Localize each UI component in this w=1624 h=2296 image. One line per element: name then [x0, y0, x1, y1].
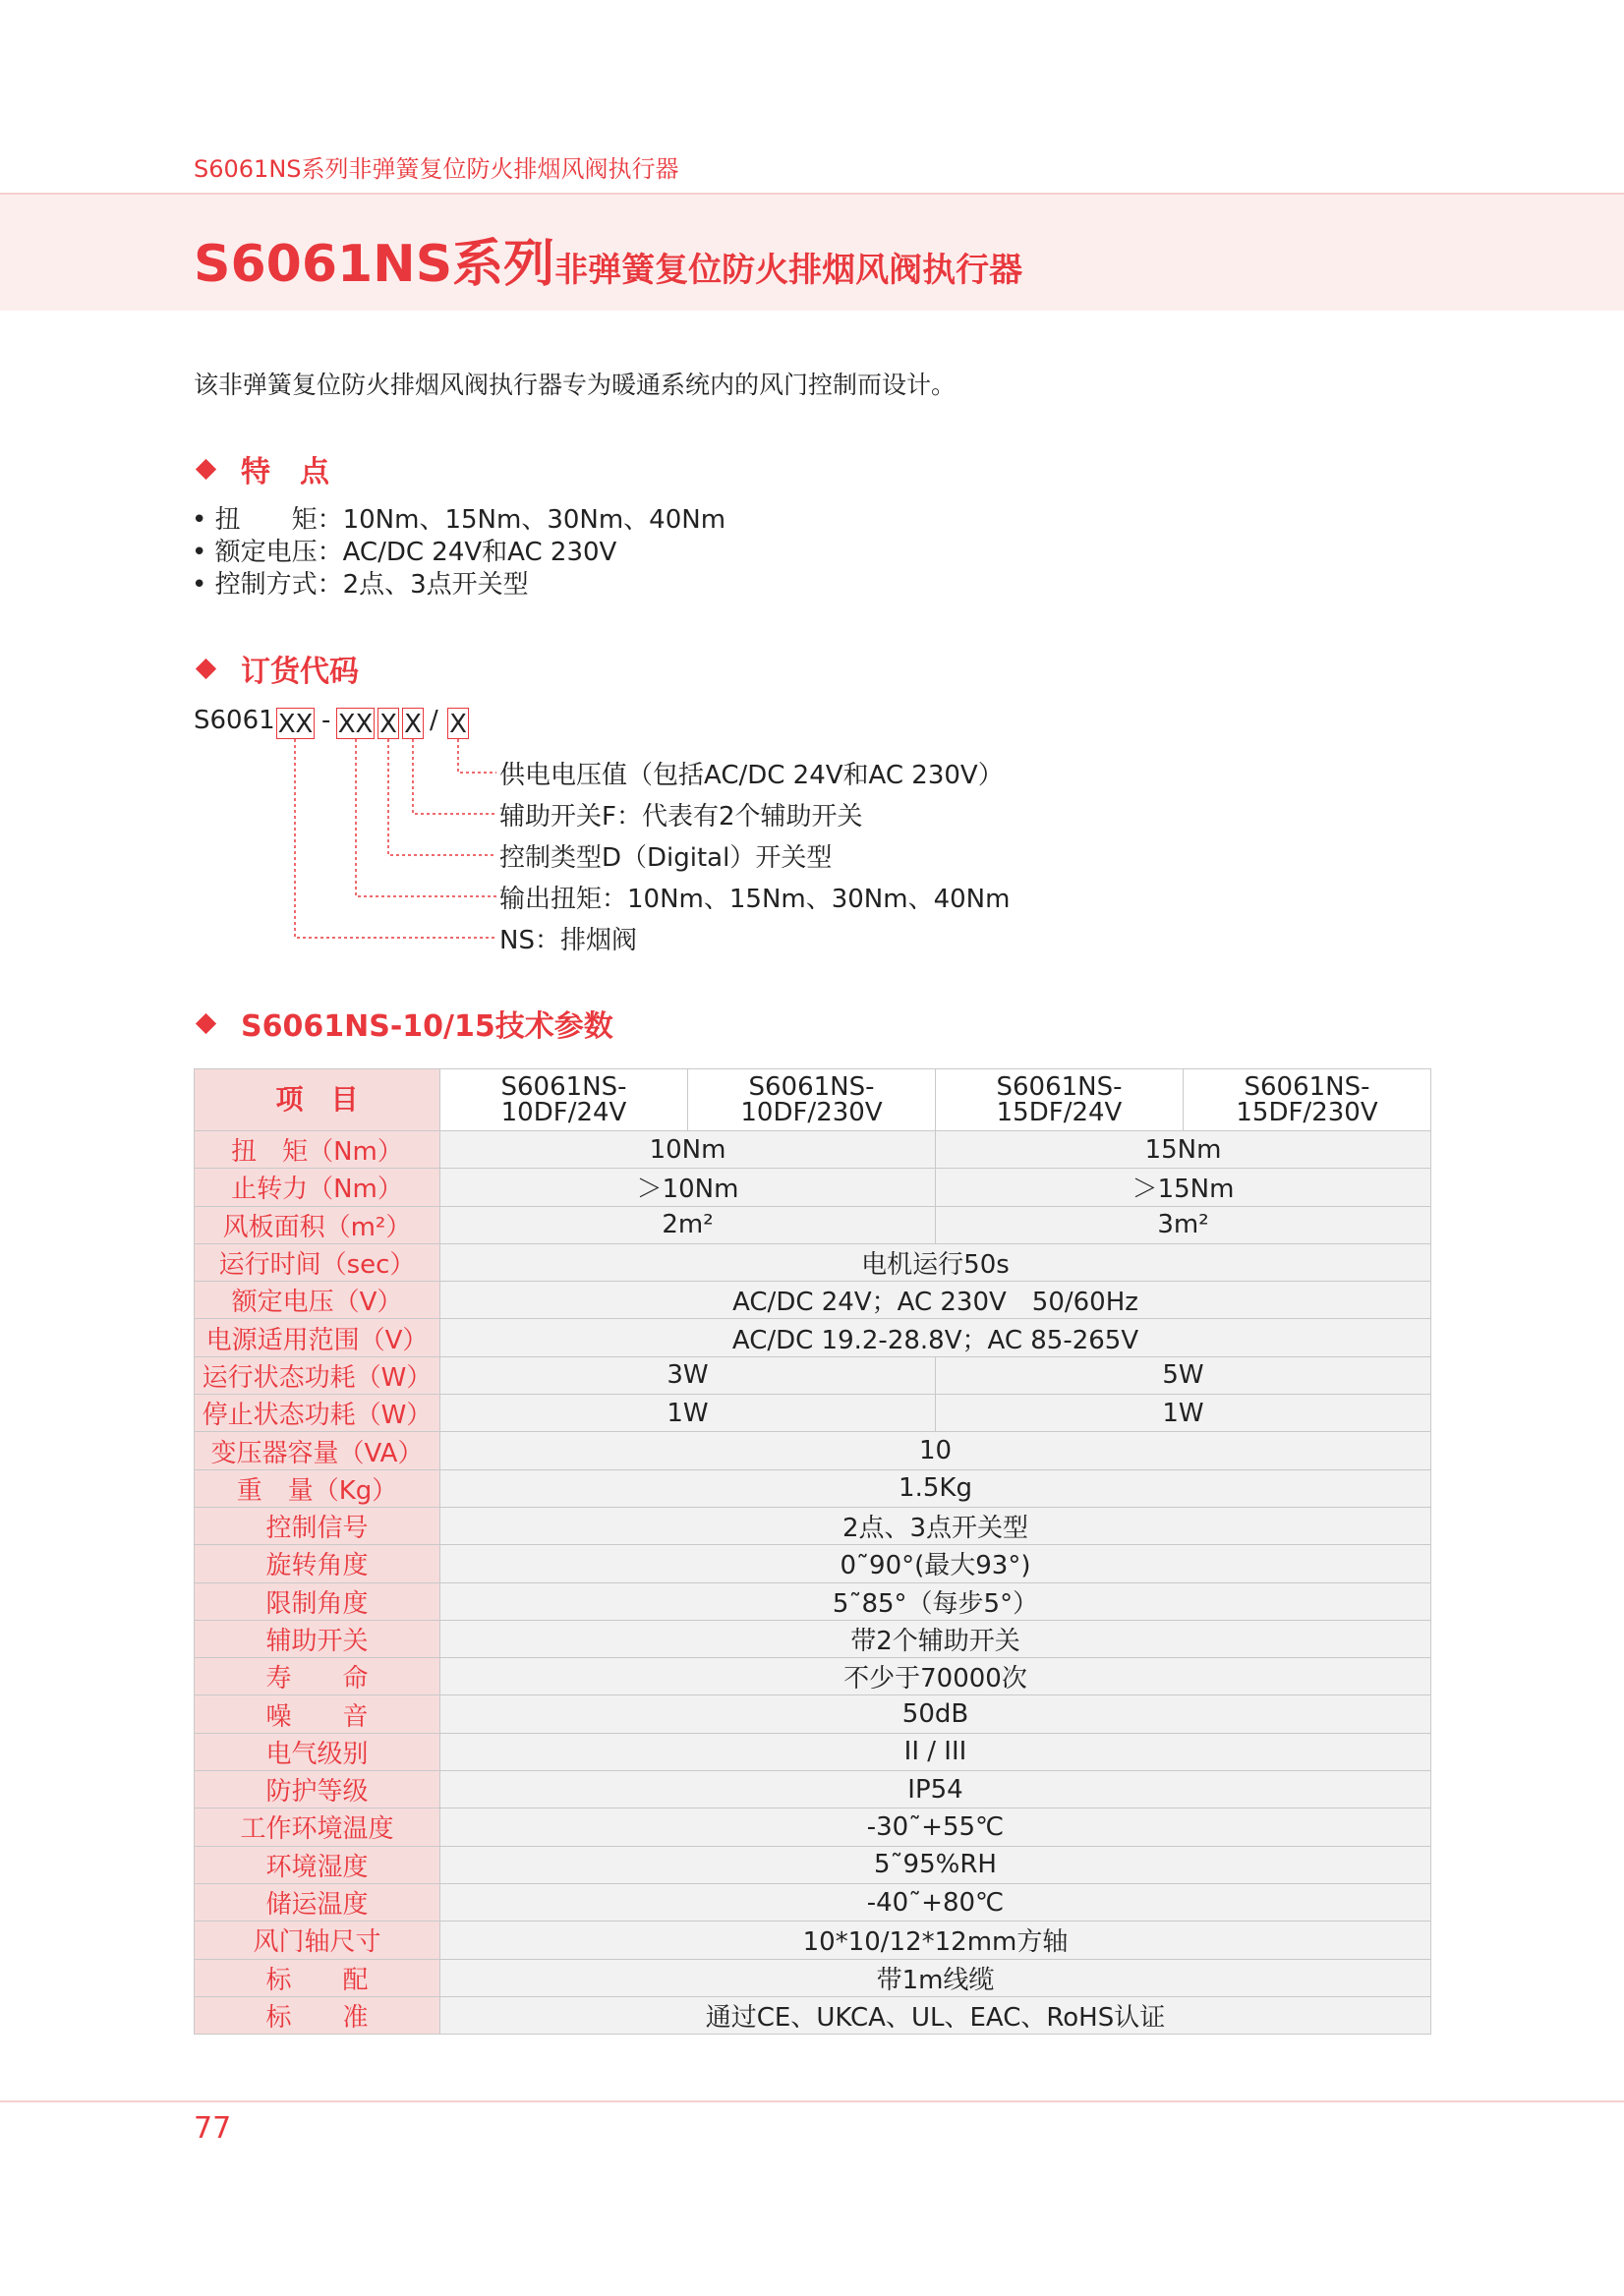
table-row [195, 1432, 1431, 1469]
row-value: ＞10Nm [440, 1169, 936, 1206]
feature-item: • 额定电压：AC/DC 24V和AC 230V [192, 538, 617, 567]
row-value: 10*10/12*12mm方轴 [440, 1922, 1431, 1959]
table-row [195, 1282, 1431, 1319]
row-value: 5˜95%RH [440, 1846, 1431, 1883]
row-label: 防护等级 [195, 1771, 440, 1808]
row-label: 噪 音 [195, 1695, 440, 1733]
row-value: -40˜+80℃ [440, 1883, 1431, 1921]
row-value: 带1m线缆 [440, 1959, 1431, 1996]
row-label: 运行时间（sec） [195, 1243, 440, 1281]
table-row [195, 1507, 1431, 1544]
row-value: 10 [440, 1432, 1431, 1469]
row-label: 标 配 [195, 1959, 440, 1996]
row-value: 1W [936, 1395, 1431, 1432]
table-row [195, 1808, 1431, 1846]
table-row [195, 1996, 1431, 2034]
table-row [195, 1356, 1431, 1394]
table-row [195, 1620, 1431, 1657]
item-header: 项 目 [195, 1069, 440, 1131]
row-value: 2m² [440, 1206, 936, 1243]
model-header [440, 1069, 688, 1131]
model-line: 15DF/24V [996, 1098, 1123, 1127]
row-label: 额定电压（V） [195, 1282, 440, 1319]
row-value: AC/DC 24V；AC 230V 50/60Hz [440, 1282, 1431, 1319]
row-label: 变压器容量（VA） [195, 1432, 440, 1469]
feature-item: • 控制方式：2点、3点开关型 [192, 570, 529, 600]
row-label: 储运温度 [195, 1883, 440, 1921]
code-box-control: X [377, 708, 399, 739]
table-row [195, 1243, 1431, 1281]
table-row [195, 1695, 1431, 1733]
legend-supply-voltage: 供电电压值（包括AC/DC 24V和AC 230V） [499, 761, 1004, 790]
row-label: 风板面积（m²） [195, 1206, 440, 1243]
table-row [195, 1169, 1431, 1206]
table-row [195, 1469, 1431, 1507]
table-row [195, 1395, 1431, 1432]
code-box-supply: X [447, 708, 469, 739]
model-header [936, 1069, 1184, 1131]
spec-table [194, 1068, 1431, 2035]
row-label: 工作环境温度 [195, 1808, 440, 1846]
row-value: 3m² [936, 1206, 1431, 1243]
row-value: 电机运行50s [440, 1243, 1431, 1281]
row-value: 通过CE、UKCA、UL、EAC、RoHS认证 [440, 1996, 1431, 2034]
model-line: 10DF/24V [500, 1098, 627, 1127]
row-label: 标 准 [195, 1996, 440, 2034]
table-row [195, 1582, 1431, 1620]
code-box-aux: X [402, 708, 424, 739]
row-value: 1.5Kg [440, 1469, 1431, 1507]
table-row [195, 1319, 1431, 1356]
model-header [1184, 1069, 1431, 1131]
row-label: 环境湿度 [195, 1846, 440, 1883]
row-value: 15Nm [936, 1131, 1431, 1169]
row-label: 电源适用范围（V） [195, 1319, 440, 1356]
model-line: 15DF/230V [1236, 1098, 1378, 1127]
table-row [195, 1922, 1431, 1959]
diamond-bullet-icon [196, 1012, 216, 1033]
model-line: S6061NS- [748, 1072, 875, 1102]
row-value: II / III [440, 1733, 1431, 1770]
feature-item: • 扭 矩：10Nm、15Nm、30Nm、40Nm [192, 505, 726, 535]
row-value: 5˜85°（每步5°） [440, 1582, 1431, 1620]
table-row [195, 1771, 1431, 1808]
table-row [195, 1959, 1431, 1996]
legend-output-torque: 输出扭矩：10Nm、15Nm、30Nm、40Nm [499, 885, 1011, 914]
table-row [195, 1733, 1431, 1770]
title-subtitle: 非弹簧复位防火排烟风阀执行器 [554, 251, 1023, 290]
table-row [195, 1206, 1431, 1243]
specs-heading [199, 1002, 613, 1045]
spec-table-body [195, 1069, 1431, 2035]
row-label: 止转力（Nm） [195, 1169, 440, 1206]
row-label: 重 量（Kg） [195, 1469, 440, 1507]
row-value: IP54 [440, 1771, 1431, 1808]
legend-ns: NS：排烟阀 [499, 926, 637, 955]
row-value: 3W [440, 1356, 936, 1394]
row-value: -30˜+55℃ [440, 1808, 1431, 1846]
code-box-torque: XX [337, 710, 374, 739]
row-value: 50dB [440, 1695, 1431, 1733]
code-box-voltage-type: XX [277, 710, 314, 739]
row-label: 风门轴尺寸 [195, 1922, 440, 1959]
legend-aux-switch: 辅助开关F：代表有2个辅助开关 [499, 802, 863, 832]
row-label: 电气级别 [195, 1733, 440, 1770]
model-line: 10DF/230V [740, 1098, 883, 1127]
intro-text: 该非弹簧复位防火排烟风阀执行器专为暖通系统内的风门控制而设计。 [194, 371, 957, 399]
row-label: 限制角度 [195, 1582, 440, 1620]
table-row [195, 1883, 1431, 1921]
row-value: 带2个辅助开关 [440, 1620, 1431, 1657]
footer-divider [0, 2100, 1624, 2102]
row-label: 控制信号 [195, 1507, 440, 1544]
model-header [688, 1069, 936, 1131]
legend-control-type: 控制类型D（Digital）开关型 [499, 843, 833, 873]
order-code-prefix: S6061 [194, 706, 275, 735]
table-row [195, 1545, 1431, 1582]
table-row [195, 1846, 1431, 1883]
code-slash: / [430, 706, 438, 735]
row-value: 1W [440, 1395, 936, 1432]
row-value: AC/DC 19.2-28.8V；AC 85-265V [440, 1319, 1431, 1356]
row-value: 0˜90°(最大93°) [440, 1545, 1431, 1582]
row-label: 寿 命 [195, 1658, 440, 1695]
table-row [195, 1131, 1431, 1169]
running-title: S6061NS系列非弹簧复位防火排烟风阀执行器 [194, 155, 679, 183]
model-line: S6061NS- [1244, 1072, 1370, 1102]
title-series: S6061NS系列 [194, 235, 555, 294]
page-number: 77 [194, 2111, 232, 2146]
table-header-row [195, 1069, 1431, 1131]
features-heading-text: 特 点 [241, 455, 329, 489]
row-value: 10Nm [440, 1131, 936, 1169]
order-code-heading-text: 订货代码 [241, 655, 359, 689]
order-code-connectors [0, 0, 1624, 983]
row-label: 运行状态功耗（W） [195, 1356, 440, 1394]
row-label: 辅助开关 [195, 1620, 440, 1657]
row-label: 扭 矩（Nm） [195, 1131, 440, 1169]
model-line: S6061NS- [996, 1072, 1123, 1102]
table-row [195, 1658, 1431, 1695]
row-value: 2点、3点开关型 [440, 1507, 1431, 1544]
row-label: 停止状态功耗（W） [195, 1395, 440, 1432]
model-line: S6061NS- [500, 1072, 627, 1102]
code-dash: - [321, 706, 331, 735]
row-value: ＞15Nm [936, 1169, 1431, 1206]
specs-heading-text: S6061NS-10/15技术参数 [241, 1009, 613, 1044]
row-label: 旋转角度 [195, 1545, 440, 1582]
row-value: 5W [936, 1356, 1431, 1394]
row-value: 不少于70000次 [440, 1658, 1431, 1695]
